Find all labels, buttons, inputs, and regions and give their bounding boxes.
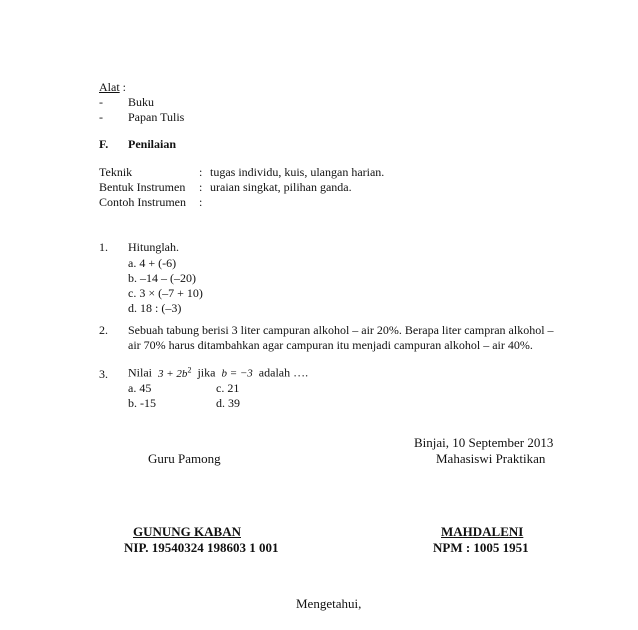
question-number: 3. [99,367,108,381]
row-label: Contoh Instrumen [99,195,186,209]
math-condition: b = −3 [221,367,253,380]
alat-item: Buku [128,95,155,109]
row-label: Teknik [99,165,133,179]
row-colon: : [199,180,203,194]
right-role: Mahasiswi Praktikan [436,451,546,466]
math-exponent: 2 [187,365,192,374]
alat-heading-line [99,80,126,94]
question-prompt: Hitunglah. [128,240,179,254]
section-letter: F. [99,137,109,151]
row-value: uraian singkat, pilihan ganda. [210,180,352,194]
question-mid: jika [197,365,216,380]
question-number: 1. [99,240,108,254]
option: a. 45 [128,381,152,395]
question-item: d. 18 : (–3) [128,301,182,315]
question-item: c. 3 × (–7 + 10) [128,286,203,300]
question-item: a. 4 + (-6) [128,256,177,270]
section-title: Penilaian [128,137,177,151]
alat-colon: : [122,80,127,94]
question-prefix: Nilai [128,365,152,380]
footer-text: Mengetahui, [296,596,362,611]
left-signer-name: GUNUNG KABAN [133,524,241,539]
left-signer-id: NIP. 19540324 198603 1 001 [124,540,279,555]
alat-heading: Alat [99,80,120,94]
question-number: 2. [99,323,108,337]
alat-item-bullet: - [99,95,103,109]
row-colon: : [199,195,203,209]
row-value: tugas individu, kuis, ulangan harian. [210,165,385,179]
question-3-line [128,365,308,381]
row-label: Bentuk Instrumen [99,180,186,194]
option: b. -15 [128,396,156,410]
row-colon: : [199,165,203,179]
question-suffix: adalah …. [258,365,309,380]
option: d. 39 [216,396,240,410]
alat-item: Papan Tulis [128,110,185,124]
question-text-line: air 70% harus ditambahkan agar campuran itu menjadi campuran alkohol – air 40%. [128,338,533,352]
option: c. 21 [216,381,240,395]
math-expression-base: 3 + 2b [158,367,188,380]
right-signer-id: NPM : 1005 1951 [433,540,529,555]
alat-item-bullet: - [99,110,103,124]
right-signer-name: MAHDALENI [441,524,524,539]
question-text-line: Sebuah tabung berisi 3 liter campuran alkohol – air 20%. Berapa liter campran alkohol – [128,323,554,337]
math-expression [158,365,192,380]
question-item: b. –14 – (–20) [128,271,196,285]
place-date: Binjai, 10 September 2013 [414,435,554,450]
left-role: Guru Pamong [148,451,221,466]
